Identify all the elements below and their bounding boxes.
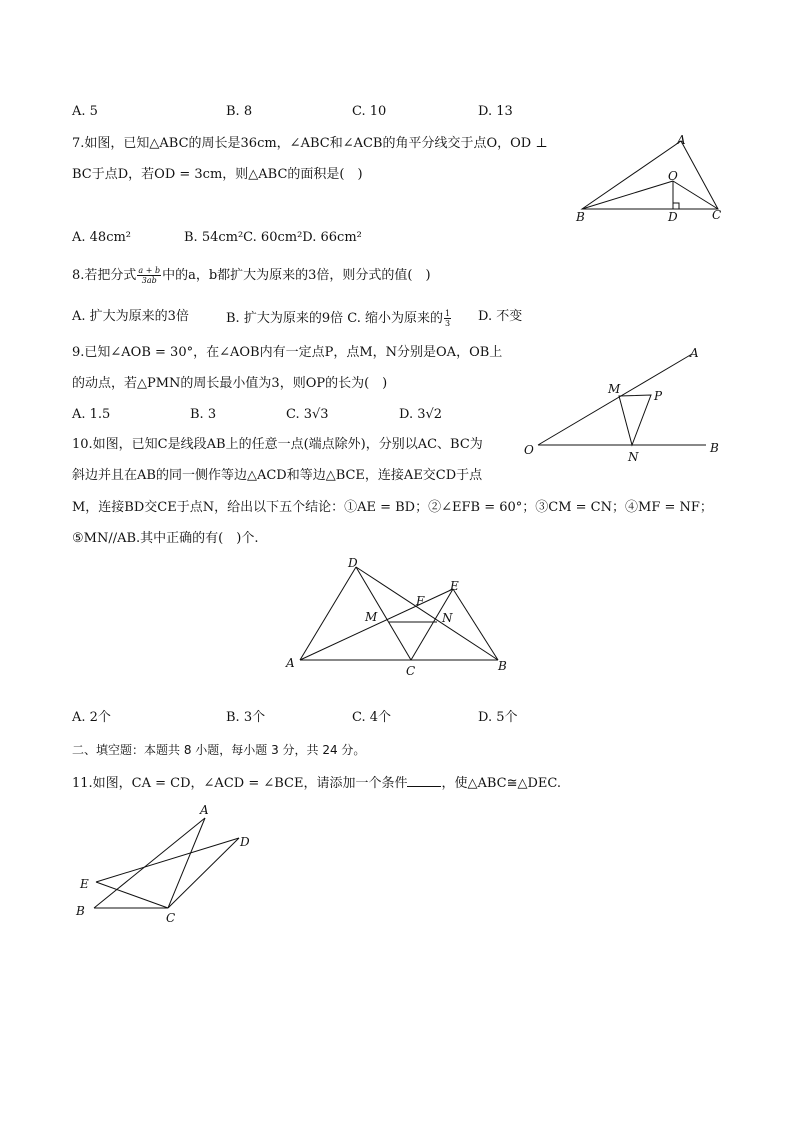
q8-fraction-numerator: a + b	[138, 266, 161, 275]
q8-stem	[72, 266, 431, 285]
q11-answer-blank	[407, 774, 441, 787]
q10-stem-line1: 10.如图，已知C是线段AB上的任意一点(端点除外)，分别以AC、BC为	[72, 437, 483, 452]
q11-stem-suffix: ，使△ABC≅△DEC.	[441, 776, 562, 791]
q8-option-bc	[226, 309, 452, 328]
q10-option-d: D. 5个	[478, 710, 518, 725]
q8-stem-prefix: 8.若把分式	[72, 268, 137, 283]
q9-option-c: C. 3√3	[286, 407, 329, 422]
q6-option-a: A. 5	[72, 104, 98, 119]
q11-label-b: B	[76, 904, 85, 918]
q6-option-c: C. 10	[352, 104, 387, 119]
q7-stem-line2: BC于点D，若OD = 3cm，则△ABC的面积是( )	[72, 167, 363, 182]
q9-label-n: N	[628, 450, 639, 464]
section-2-title: 二、填空题：本题共 8 小题，每小题 3 分，共 24 分。	[72, 743, 366, 757]
q7-label-b: B	[576, 210, 585, 224]
q10-option-b: B. 3个	[226, 710, 266, 725]
q9-label-o: O	[524, 443, 534, 457]
q10-option-a: A. 2个	[72, 710, 111, 725]
q10-label-b: B	[498, 659, 507, 673]
q9-option-a: A. 1.5	[72, 407, 111, 422]
q7-label-d: D	[668, 210, 678, 224]
q9-label-m: M	[608, 382, 621, 396]
q9-stem-line1: 9.已知∠AOB = 30°，在∠AOB内有一定点P，点M，N分别是OA，OB上	[72, 345, 503, 360]
q9-stem-line2: 的动点，若△PMN的周长最小值为3，则OP的长为( )	[72, 376, 388, 391]
q9-label-b: B	[710, 441, 719, 455]
q10-label-a: A	[286, 656, 295, 670]
q10-stem-line3: M，连接BD交CE于点N，给出以下五个结论：①AE = BD；②∠EFB = 60°；③CM = CN；④MF = NF；	[72, 500, 713, 515]
q10-stem-line2: 斜边并且在AB的同一侧作等边△ACD和等边△BCE，连接AE交CD于点	[72, 468, 483, 483]
q10-option-c: C. 4个	[352, 710, 392, 725]
q10-label-f: F	[416, 594, 425, 608]
q7-option-a: A. 48cm²	[72, 230, 132, 245]
q11-label-e: E	[80, 877, 89, 891]
q10-label-n: N	[442, 611, 453, 625]
q11-label-d: D	[240, 835, 250, 849]
q9-angle-figure	[520, 340, 730, 465]
q10-stem-line4: ⑤MN//AB.其中正确的有( )个.	[72, 531, 259, 546]
q8-fraction	[137, 266, 161, 285]
q8-option-bc-text: B. 扩大为原来的9倍 C. 缩小为原来的	[226, 311, 443, 326]
q9-label-p: P	[654, 389, 663, 403]
q10-label-c: C	[406, 664, 416, 678]
q8-option-c-denominator: 3	[444, 319, 451, 328]
q7-label-o: O	[668, 169, 678, 183]
q8-option-c-numerator: 1	[444, 309, 451, 318]
q7-option-bcd: B. 54cm²C. 60cm²D. 66cm²	[184, 230, 362, 245]
q8-stem-suffix: 中的a，b都扩大为原来的3倍，则分式的值( )	[162, 268, 431, 283]
q9-option-b: B. 3	[190, 407, 217, 422]
q11-stem-prefix: 11.如图，CA = CD，∠ACD = ∠BCE，请添加一个条件	[72, 776, 408, 791]
q11-figure	[72, 798, 272, 928]
q7-label-a: A	[677, 133, 686, 147]
q11-label-c: C	[166, 911, 176, 925]
q11-label-a: A	[200, 803, 209, 817]
q7-triangle-figure	[570, 130, 730, 230]
q7-stem-line1: 7.如图，已知△ABC的周长是36cm，∠ABC和∠ACB的角平分线交于点O，OD ⊥	[72, 136, 548, 151]
q6-option-b: B. 8	[226, 104, 253, 119]
q8-option-d: D. 不变	[478, 309, 523, 324]
q6-option-d: D. 13	[478, 104, 513, 119]
q8-option-c-fraction	[444, 309, 451, 328]
q9-option-d: D. 3√2	[399, 407, 443, 422]
q8-option-a: A. 扩大为原来的3倍	[72, 309, 189, 324]
q11-stem	[72, 774, 561, 792]
q9-label-a: A	[690, 346, 699, 360]
q7-label-c: C	[712, 208, 722, 222]
q10-label-m: M	[365, 610, 378, 624]
q10-label-d: D	[348, 556, 358, 570]
q8-fraction-denominator: 3ab	[141, 276, 157, 285]
q10-label-e: E	[450, 579, 459, 593]
q10-equilateral-figure	[280, 555, 520, 680]
